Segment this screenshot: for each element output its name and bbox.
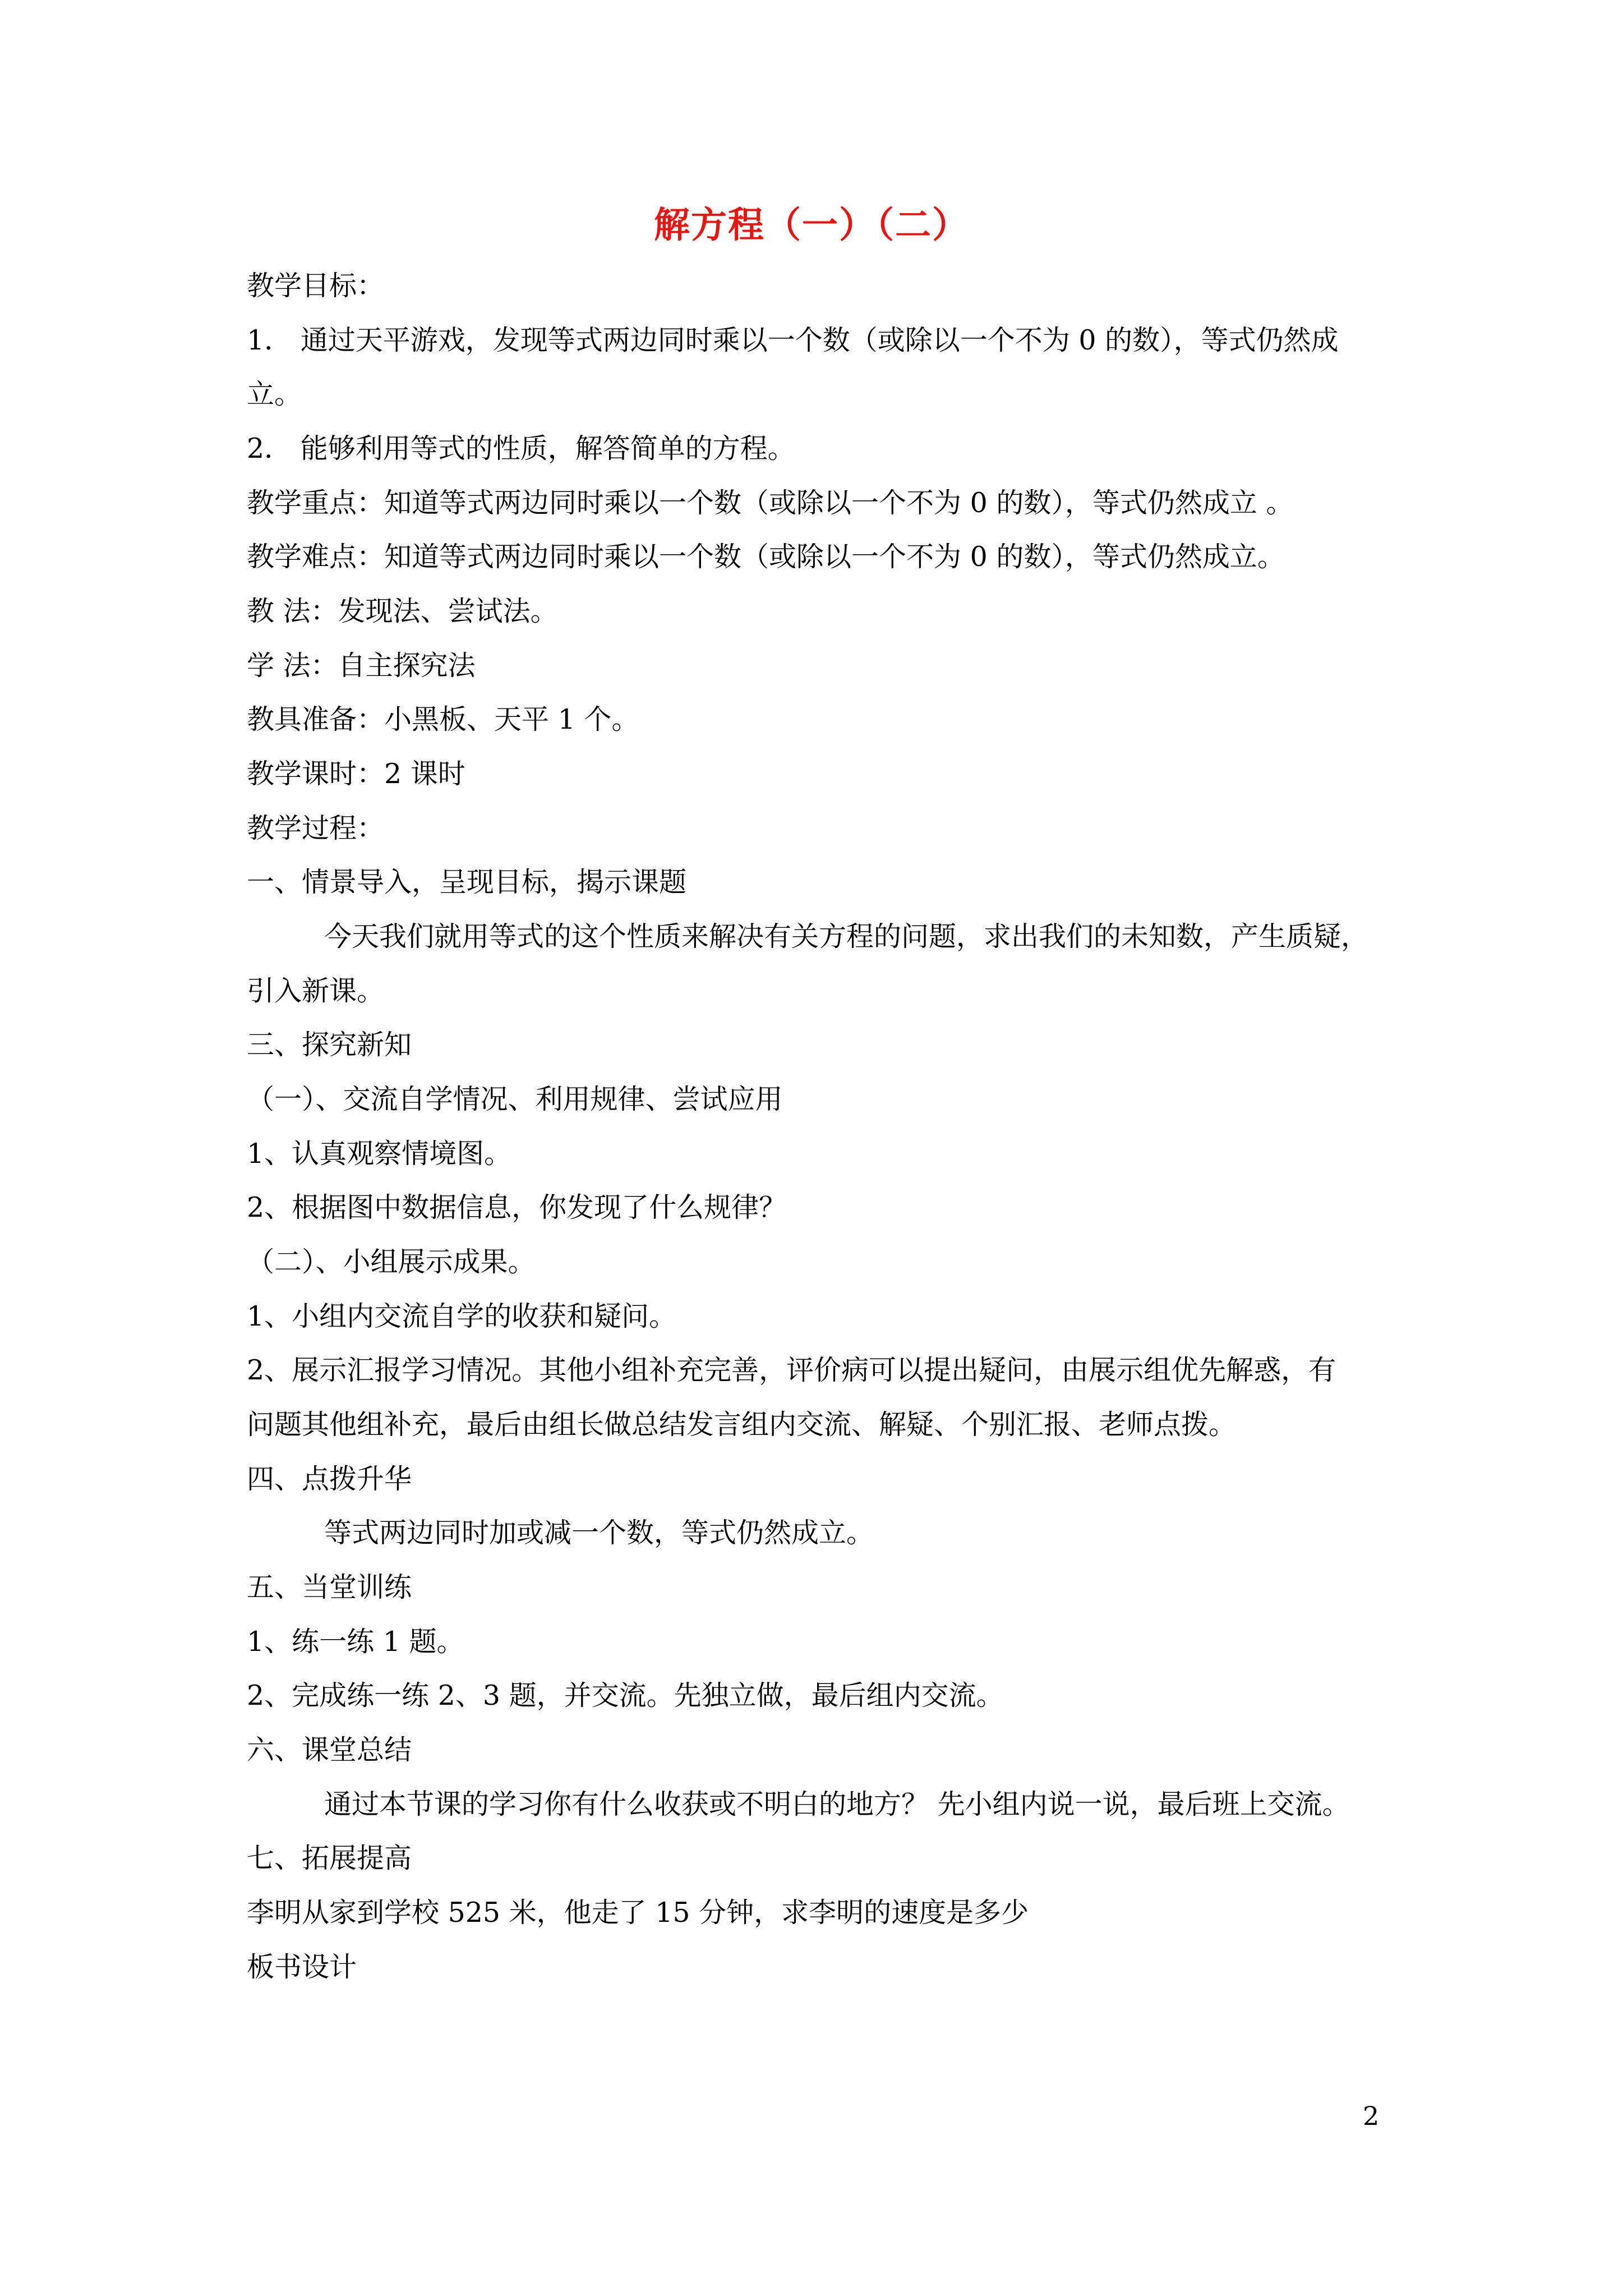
list-item: 1、认真观察情境图。 (247, 1138, 512, 1170)
subsection-heading-1: （一）、交流自学情况、利用规律、尝试应用 (247, 1083, 783, 1115)
key-point: 教学重点：知道等式两边同时乘以一个数（或除以一个不为 0 的数），等式仍然成立 。 (247, 487, 1294, 519)
difficult-point: 教学难点：知道等式两边同时乘以一个数（或除以一个不为 0 的数），等式仍然成立。 (247, 541, 1285, 573)
section-heading-1: 一、情景导入，呈现目标，揭示课题 (247, 866, 687, 898)
subsection-heading-2: （二）、小组展示成果。 (247, 1246, 536, 1278)
section-heading-4: 四、点拨升华 (247, 1463, 412, 1495)
section-heading-7: 七、拓展提高 (247, 1842, 412, 1874)
paragraph-summary-rule: 等式两边同时加或减一个数，等式仍然成立。 (324, 1517, 874, 1549)
list-item-continued: 问题其他组补充，最后由组长做总结发言组内交流、解疑、个别汇报、老师点拨。 (247, 1409, 1237, 1441)
document-title: 解方程（一）（二） (654, 204, 969, 246)
paragraph-class-summary: 通过本节课的学习你有什么收获或不明白的地方？ 先小组内说一说，最后班上交流。 (324, 1788, 1350, 1820)
section-heading-5: 五、当堂训练 (247, 1571, 412, 1603)
list-item: 2、根据图中数据信息，你发现了什么规律？ (247, 1191, 787, 1223)
list-item: 2、展示汇报学习情况。其他小组补充完善，评价病可以提出疑问，由展示组优先解惑，有 (247, 1354, 1336, 1386)
list-item: 1、练一练 1 题。 (247, 1626, 464, 1658)
objective-1-continued: 立。 (247, 378, 302, 410)
teaching-method: 教 法：发现法、尝试法。 (247, 595, 558, 627)
section-heading-6: 六、课堂总结 (247, 1734, 412, 1766)
section-heading-3: 三、探究新知 (247, 1029, 412, 1061)
objective-1: 1． 通过天平游戏，发现等式两边同时乘以一个数（或除以一个不为 0 的数），等式仍然成 (247, 324, 1339, 356)
class-hours: 教学课时：2 课时 (247, 758, 465, 790)
list-item: 1、小组内交流自学的收获和疑问。 (247, 1300, 677, 1332)
learning-method: 学 法：自主探究法 (247, 650, 476, 682)
board-design-heading: 板书设计 (247, 1951, 357, 1983)
paragraph-intro: 今天我们就用等式的这个性质来解决有关方程的问题，求出我们的未知数，产生质疑， (324, 921, 1369, 953)
teaching-aids: 教具准备：小黑板、天平 1 个。 (247, 703, 639, 735)
section-heading-process: 教学过程： (247, 812, 385, 844)
extension-problem: 李明从家到学校 525 米，他走了 15 分钟，求李明的速度是多少 (247, 1897, 1029, 1929)
objective-2: 2． 能够利用等式的性质，解答简单的方程。 (247, 432, 795, 464)
page-number: 2 (1363, 2101, 1380, 2131)
list-item: 2、完成练一练 2、3 题，并交流。先独立做，最后组内交流。 (247, 1680, 1004, 1711)
section-heading-objectives: 教学目标： (247, 270, 385, 302)
paragraph-intro-continued: 引入新课。 (247, 975, 385, 1007)
